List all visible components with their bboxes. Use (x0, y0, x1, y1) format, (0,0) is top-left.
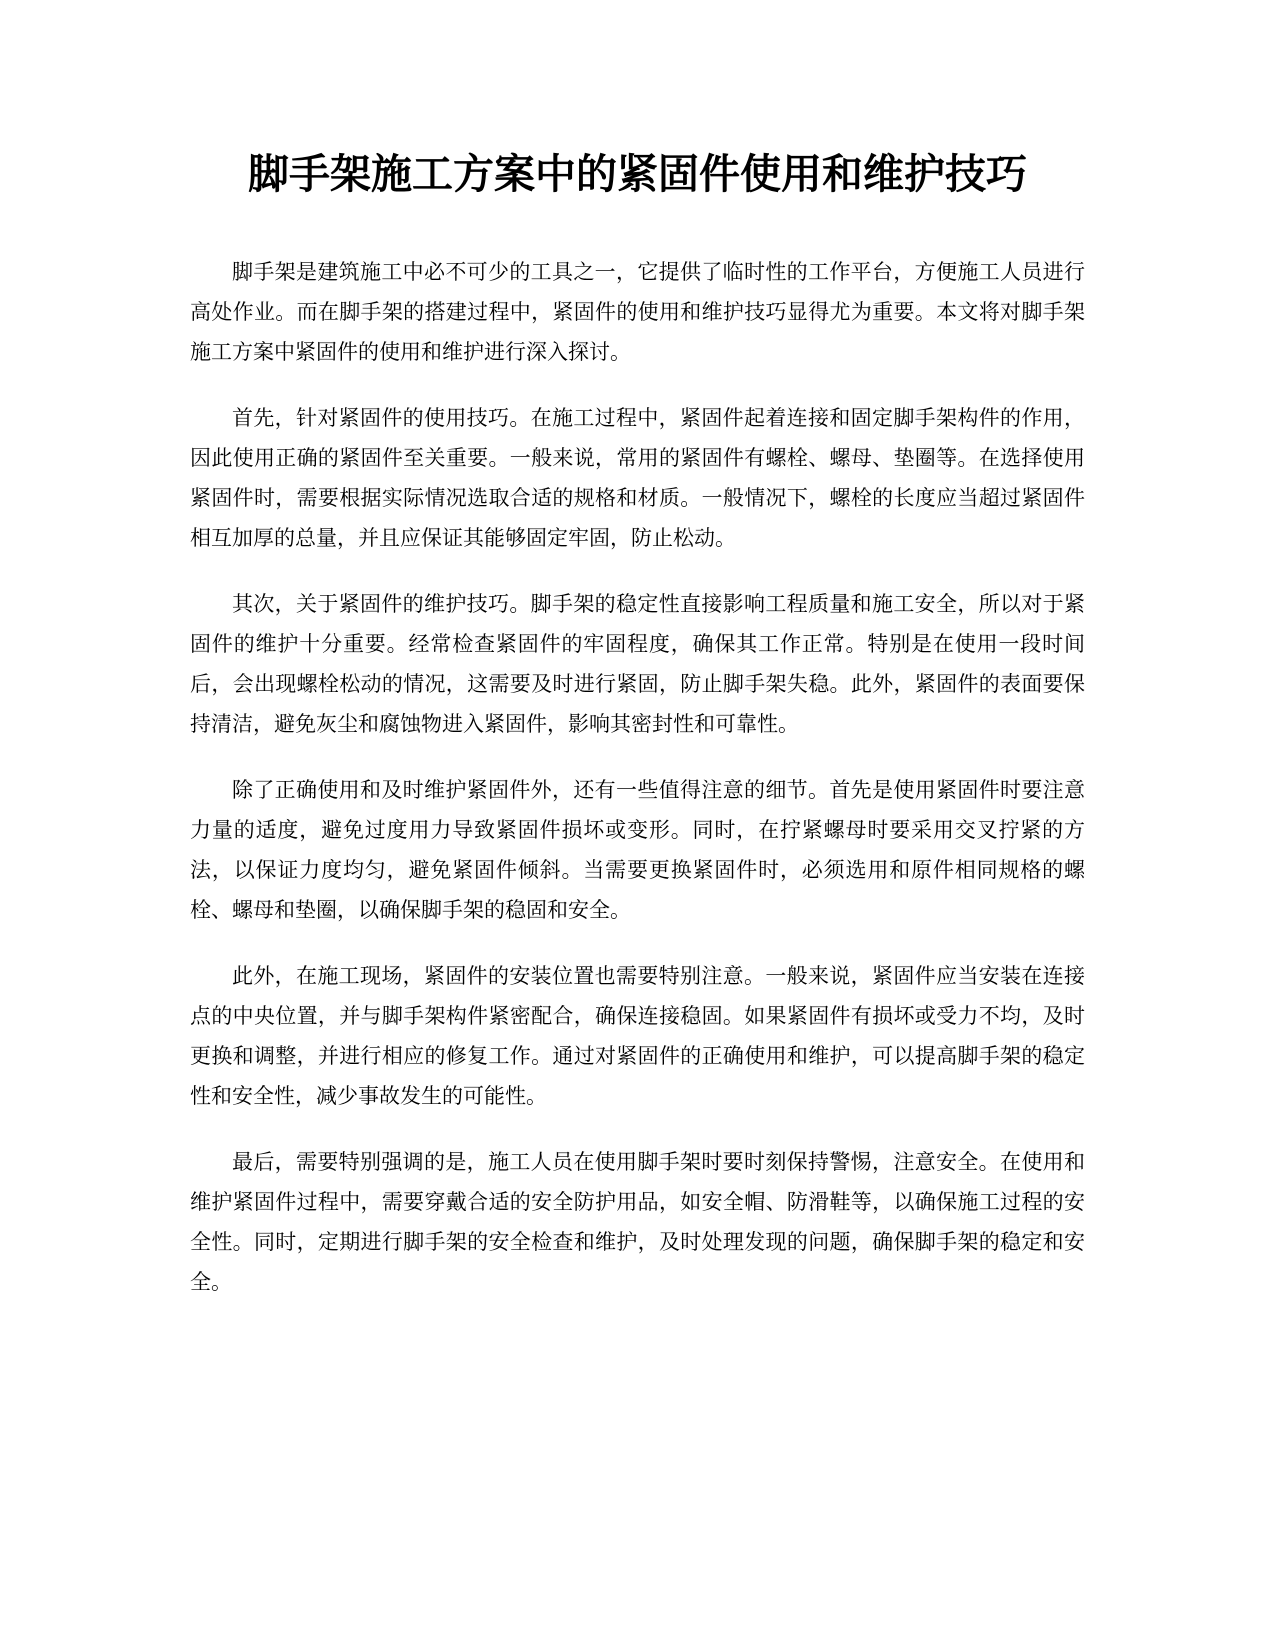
paragraph-safety-conclusion: 最后，需要特别强调的是，施工人员在使用脚手架时要时刻保持警惕，注意安全。在使用和维护紧固件过程中，需要穿戴合适的安全防护用品，如安全帽、防滑鞋等，以确保施工过程的安全性。同时，定期进行脚手架的安全检查和维护，及时处理发现的问题，确保脚手架的稳定和安全。 (190, 1150, 1085, 1294)
paragraph-usage-tips: 首先，针对紧固件的使用技巧。在施工过程中，紧固件起着连接和固定脚手架构件的作用，因此使用正确的紧固件至关重要。一般来说，常用的紧固件有螺栓、螺母、垫圈等。在选择使用紧固件时，需要根据实际情况选取合适的规格和材质。一般情况下，螺栓的长度应当超过紧固件相互加厚的总量，并且应保证其能够固定牢固，防止松动。 (190, 406, 1085, 550)
paragraph-intro: 脚手架是建筑施工中必不可少的工具之一，它提供了临时性的工作平台，方便施工人员进行高处作业。而在脚手架的搭建过程中，紧固件的使用和维护技巧显得尤为重要。本文将对脚手架施工方案中紧固件的使用和维护进行深入探讨。 (190, 260, 1085, 364)
paragraph-maintenance-tips: 其次，关于紧固件的维护技巧。脚手架的稳定性直接影响工程质量和施工安全，所以对于紧固件的维护十分重要。经常检查紧固件的牢固程度，确保其工作正常。特别是在使用一段时间后，会出现螺栓松动的情况，这需要及时进行紧固，防止脚手架失稳。此外，紧固件的表面要保持清洁，避免灰尘和腐蚀物进入紧固件，影响其密封性和可靠性。 (190, 592, 1085, 736)
document-title: 脚手架施工方案中的紧固件使用和维护技巧 (248, 150, 1027, 198)
document-body (190, 252, 1085, 1302)
paragraph-details: 除了正确使用和及时维护紧固件外，还有一些值得注意的细节。首先是使用紧固件时要注意力量的适度，避免过度用力导致紧固件损坏或变形。同时，在拧紧螺母时要采用交叉拧紧的方法，以保证力度均匀，避免紧固件倾斜。当需要更换紧固件时，必须选用和原件相同规格的螺栓、螺母和垫圈，以确保脚手架的稳固和安全。 (190, 778, 1085, 922)
paragraph-installation-position: 此外，在施工现场，紧固件的安装位置也需要特别注意。一般来说，紧固件应当安装在连接点的中央位置，并与脚手架构件紧密配合，确保连接稳固。如果紧固件有损坏或受力不均，及时更换和调整，并进行相应的修复工作。通过对紧固件的正确使用和维护，可以提高脚手架的稳定性和安全性，减少事故发生的可能性。 (190, 964, 1085, 1108)
